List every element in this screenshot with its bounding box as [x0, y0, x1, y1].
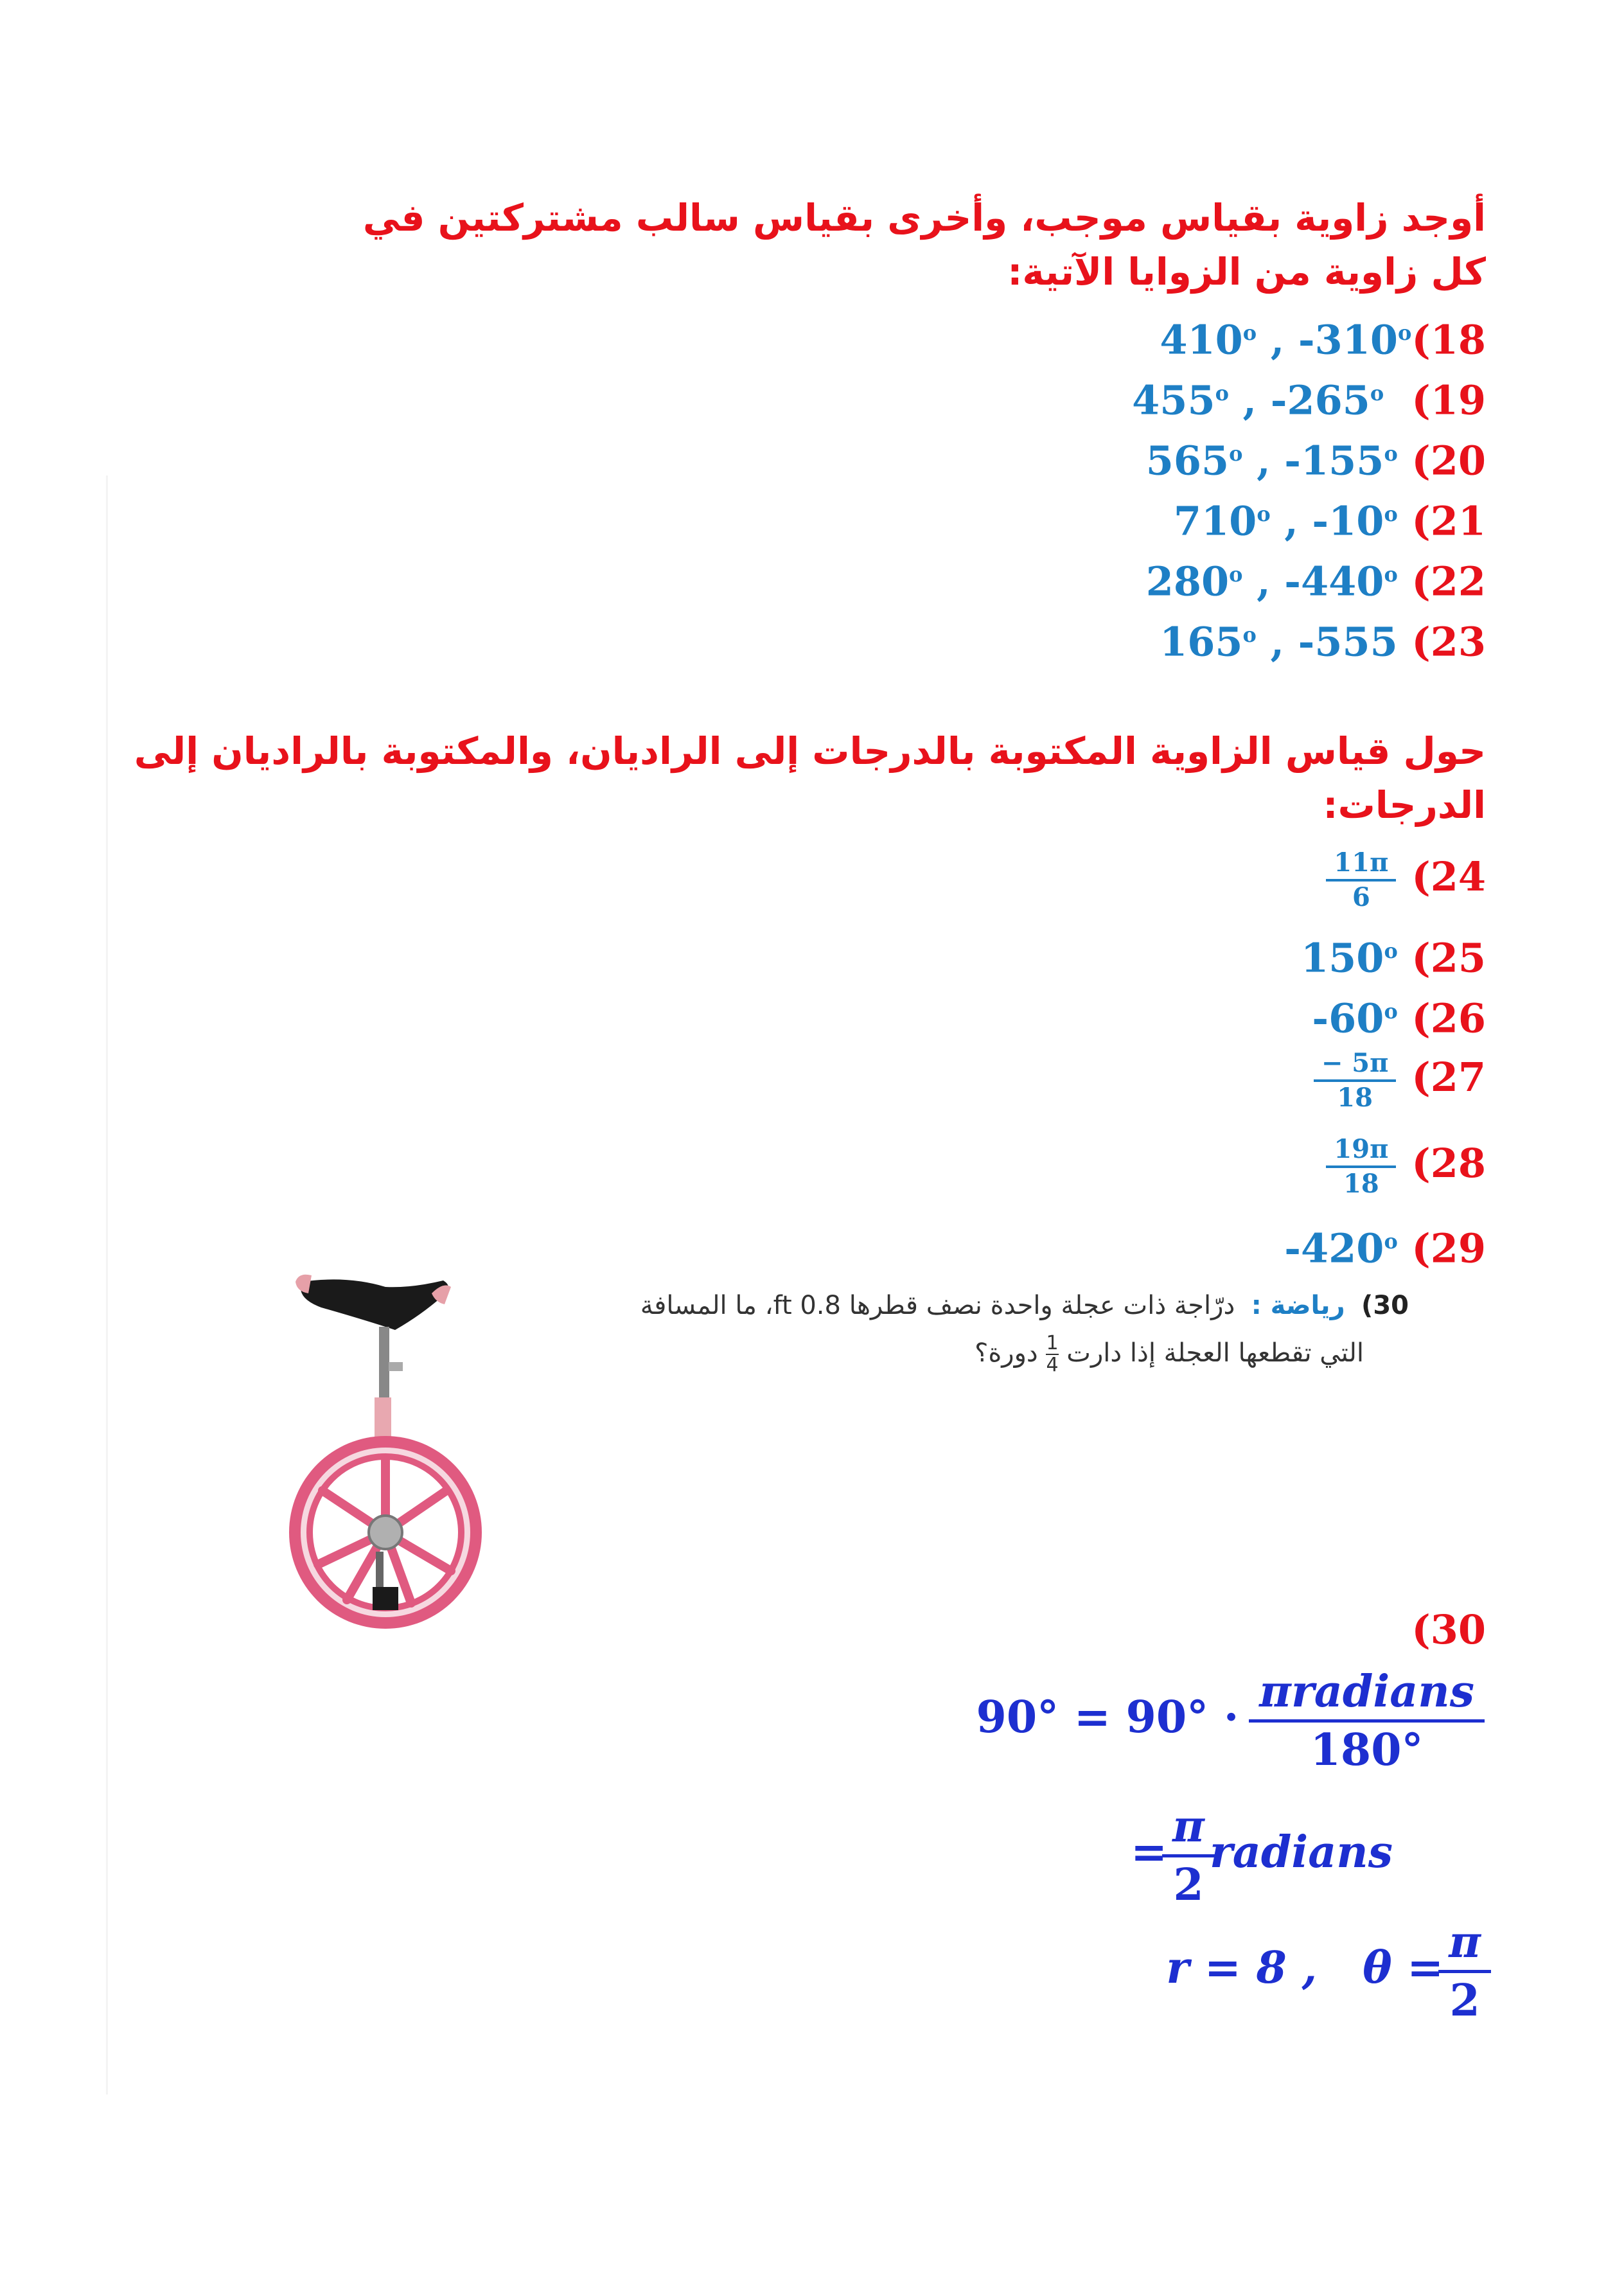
exercise-24: $\frac{11\pi}{6}$ (24 [1330, 847, 1486, 914]
fraction-one-quarter: $\frac{1}{4}$ [1046, 1332, 1059, 1376]
problem-line2-end: دورة؟ [975, 1338, 1038, 1368]
exercise-number: (18 [1411, 316, 1486, 364]
solution-eq2: = π 2 radians [1131, 1799, 1393, 1913]
section1-heading-line2: كل زاوية من الزوايا الآتية: [1007, 250, 1486, 294]
problem-topic: رياضة : [1251, 1291, 1345, 1320]
exercise-19: 455$^o$ , -265$^o$ (19 [1132, 377, 1486, 424]
neg-angle: -310 [1298, 316, 1399, 364]
pos-angle: 410 [1160, 316, 1243, 364]
problem-line1: درّاجة ذات عجلة واحدة نصف قطرها 0.8 ft، ما المسافة [640, 1291, 1235, 1320]
exercise-29: -420$^o$ (29 [1284, 1225, 1486, 1272]
fraction: $\frac{11\pi}{6}$ [1330, 847, 1392, 914]
problem-line2-start: التي تقطعها العجلة إذا دارت [1066, 1338, 1364, 1368]
exercise-26: -60$^o$ (26 [1312, 995, 1486, 1042]
exercise-22: 280$^o$ , -440$^o$ (22 [1145, 558, 1486, 605]
solution-eq3: r = 8 , θ = π 2 [1166, 1915, 1486, 2028]
problem-30 [188, 1282, 1409, 1377]
section2-heading-line1: حول قياس الزاوية المكتوبة بالدرجات إلى الراديان، والمكتوبة بالراديان إلى [134, 729, 1486, 773]
exercise-21: 710$^o$ , -10$^o$ (21 [1173, 497, 1486, 545]
exercise-23: 165$^o$ , -555 (23 [1160, 618, 1486, 666]
fraction: π 2 [1443, 1915, 1486, 2028]
fraction: $\frac{19\pi}{18}$ [1330, 1133, 1392, 1200]
exercise-27: $\frac{- 5\pi}{18}$ (27 [1318, 1047, 1486, 1114]
exercise-18: 410$^o$ , -310$^o$(18 [1160, 316, 1486, 364]
section2-heading-line2: الدرجات: [1323, 783, 1486, 827]
fraction: π 2 [1167, 1799, 1210, 1913]
solution-label: (30 [1411, 1606, 1486, 1653]
fraction: $\frac{- 5\pi}{18}$ [1318, 1047, 1393, 1114]
fraction: πradians 180° [1254, 1664, 1479, 1778]
solution-eq1: 90° = 90° · πradians 180° [976, 1664, 1479, 1778]
exercise-28: $\frac{19\pi}{18}$ (28 [1330, 1133, 1486, 1200]
problem-number: 30) [1361, 1291, 1409, 1320]
exercise-25: 150$^o$ (25 [1301, 934, 1486, 982]
exercise-20: 565$^o$ , -155$^o$ (20 [1145, 437, 1486, 484]
section1-heading-line1: أوجد زاوية بقياس موجب، وأخرى بقياس سالب مشتركتين في [362, 196, 1486, 240]
